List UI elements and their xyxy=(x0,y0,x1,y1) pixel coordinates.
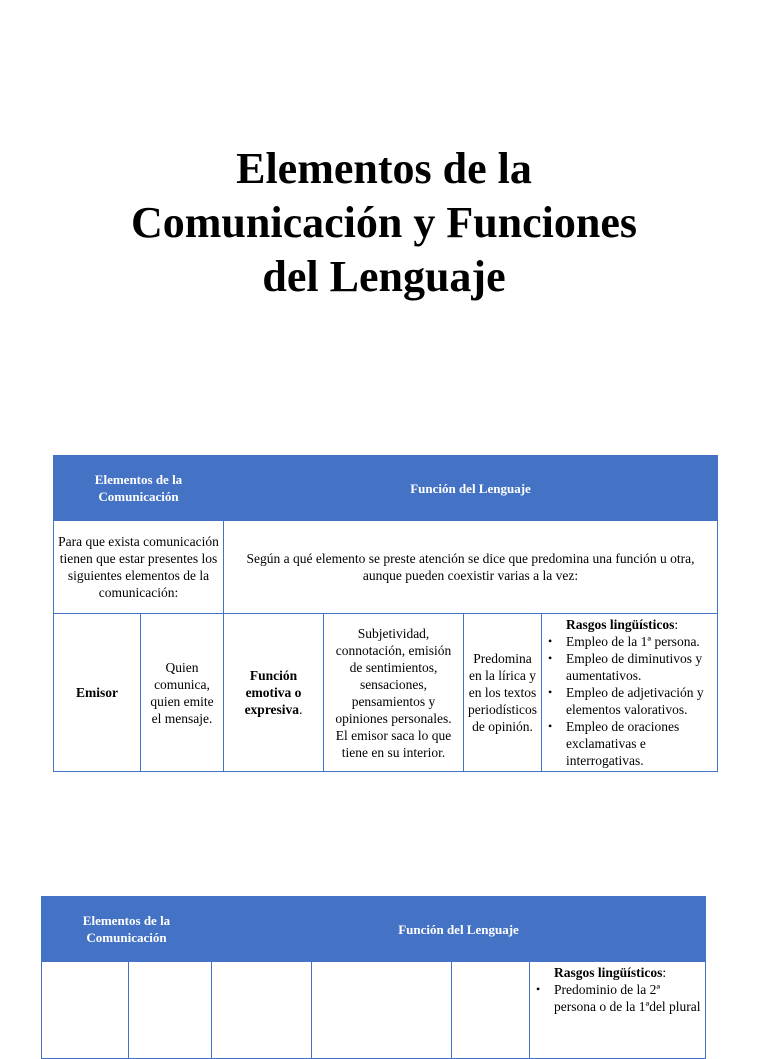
predominance-cell xyxy=(452,962,530,1059)
predominance-cell: Predomina en la lírica y en los textos periodísticos de opinión. xyxy=(464,614,542,772)
functions-table-emisor xyxy=(53,455,718,772)
list-item: • Empleo de la 1ª persona. xyxy=(566,633,713,650)
function-name-cell xyxy=(224,614,324,772)
table-header-row xyxy=(42,897,706,962)
traits-title: Rasgos lingüísticos xyxy=(566,617,675,632)
function-name: Función emotiva o expresiva xyxy=(244,668,302,717)
header-function: Función del Lenguaje xyxy=(212,897,706,962)
header-function: Función del Lenguaje xyxy=(224,456,718,521)
functions-table-second xyxy=(41,896,706,1059)
traits-cell xyxy=(542,614,718,772)
traits-colon: : xyxy=(674,617,679,632)
title-line: Comunicación y Funciones xyxy=(130,198,638,247)
list-item: • Predominio de la 2ª persona o de la 1ªdel plural xyxy=(554,981,701,1015)
list-item: • Empleo de oraciones exclamativas e interrogativas. xyxy=(566,718,713,769)
definition-cell xyxy=(129,962,212,1059)
function-name-cell xyxy=(212,962,312,1059)
traits-cell xyxy=(530,962,706,1059)
intro-left-cell: Para que exista comunicación tienen que estar presentes los siguientes elementos de la comunicación: xyxy=(54,521,224,614)
document-title xyxy=(80,142,688,304)
list-item: • Empleo de diminutivos y aumentativos. xyxy=(566,650,713,684)
element-cell: Emisor xyxy=(54,614,141,772)
title-line: del Lenguaje xyxy=(262,252,506,301)
traits-list xyxy=(534,981,701,1015)
intro-right-cell: Según a qué elemento se preste atención se dice que predomina una función u otra, aunque pueden coexistir varias a la vez: xyxy=(224,521,718,614)
definition-cell: Quien comunica, quien emite el mensaje. xyxy=(141,614,224,772)
element-cell xyxy=(42,962,129,1059)
traits-colon: : xyxy=(662,965,667,980)
table-header-row xyxy=(54,456,718,521)
traits-title: Rasgos lingüísticos xyxy=(554,965,663,980)
header-elements: Elementos de la Comunicación xyxy=(42,897,212,962)
function-suffix: . xyxy=(299,702,303,717)
table-row xyxy=(54,614,718,772)
title-line: Elementos de la xyxy=(236,144,532,193)
description-cell xyxy=(312,962,452,1059)
traits-list xyxy=(546,633,713,769)
header-elements: Elementos de la Comunicación xyxy=(54,456,224,521)
list-item: • Empleo de adjetivación y elementos valorativos. xyxy=(566,684,713,718)
table-intro-row xyxy=(54,521,718,614)
description-cell: Subjetividad, connotación, emisión de sentimientos, sensaciones, pensamientos y opiniones personales. El emisor saca lo que tiene en su interior. xyxy=(324,614,464,772)
table-row xyxy=(42,962,706,1059)
